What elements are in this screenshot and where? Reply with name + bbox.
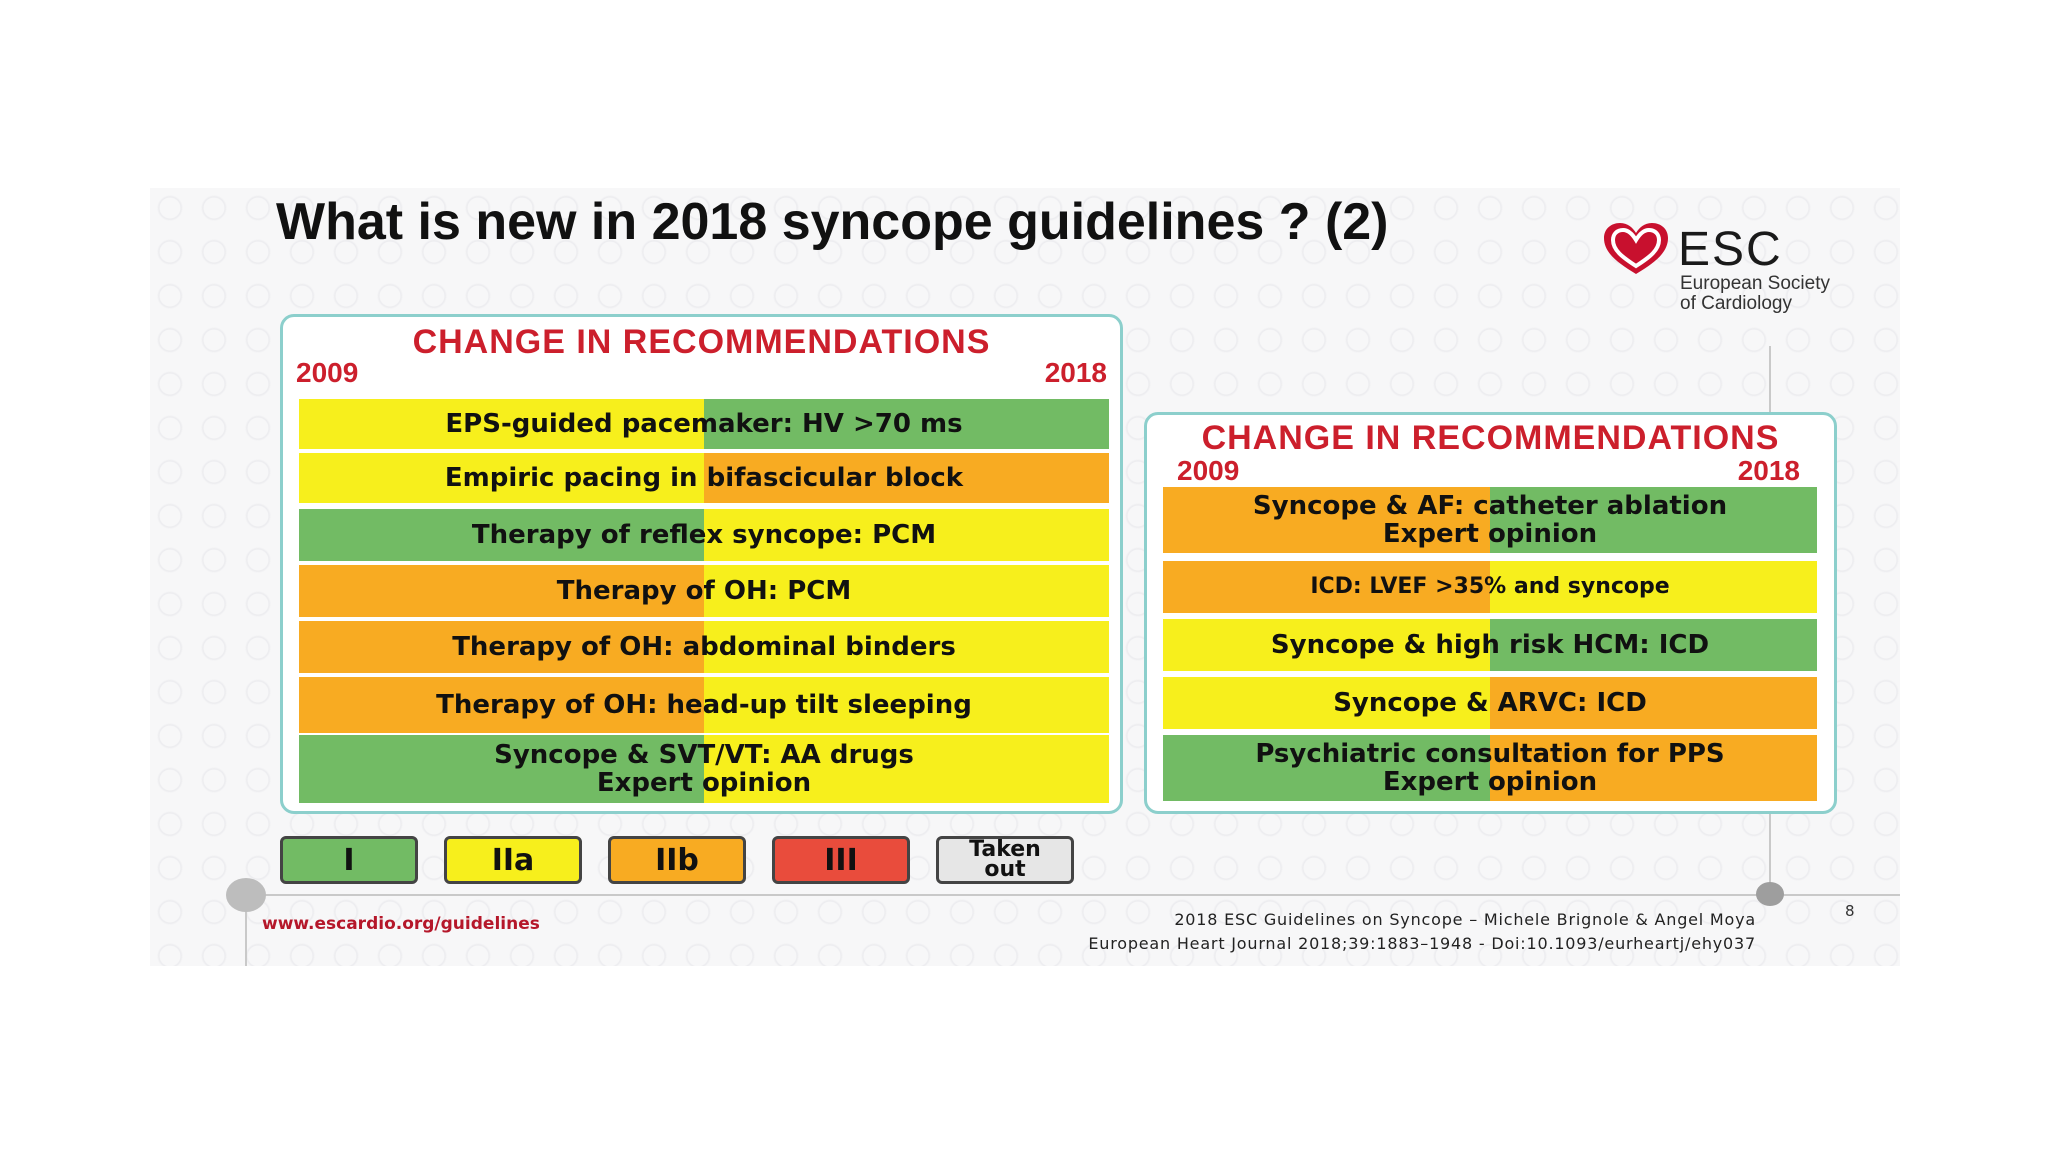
row-text-line1: Syncope & AF: catheter ablation — [1252, 491, 1728, 521]
left-panel-row — [299, 509, 1109, 561]
row-text — [494, 741, 914, 797]
row-text-line1: Therapy of reflex syncope: PCM — [471, 520, 937, 550]
row-text — [445, 410, 962, 438]
row-text-line1: EPS-guided pacemaker: HV >70 ms — [445, 409, 963, 439]
left-year-to: 2018 — [1044, 357, 1107, 388]
timeline-dot-right — [1756, 882, 1784, 906]
page-number: 8 — [1845, 902, 1855, 920]
esc-subtitle-line1: European Society — [1680, 273, 1830, 294]
left-panel — [280, 314, 1123, 814]
right-panel-row — [1163, 735, 1817, 801]
row-text-line1: Syncope & high risk HCM: ICD — [1270, 630, 1710, 660]
right-year-to: 2018 — [1737, 455, 1800, 486]
right-panel-row — [1163, 561, 1817, 613]
row-text-line1: Therapy of OH: abdominal binders — [452, 632, 956, 662]
right-panel-row — [1163, 487, 1817, 553]
left-panel-row — [299, 677, 1109, 733]
esc-logo-text: ESC — [1678, 223, 1783, 276]
esc-logo-subtitle — [1680, 274, 1880, 314]
row-text-line2: Expert opinion — [596, 768, 812, 798]
esc-logo — [1602, 222, 1872, 322]
row-text-line1: Syncope & ARVC: ICD — [1333, 688, 1647, 718]
row-text — [472, 521, 936, 549]
right-panel-row — [1163, 619, 1817, 671]
row-text — [1253, 492, 1727, 548]
footer-url[interactable]: www.escardio.org/guidelines — [262, 914, 540, 934]
row-text-line1: ICD: LVEF >35% and syncope — [1310, 574, 1670, 599]
row-text-line1: Empiric pacing in bifascicular block — [444, 463, 964, 493]
footer-citation — [1088, 908, 1756, 956]
citation-line2: European Heart Journal 2018;39:1883–1948 - Doi:10.1093/eurheartj/ehy037 — [1088, 934, 1756, 953]
row-text — [445, 464, 963, 492]
esc-subtitle-line2: of Cardiology — [1680, 293, 1792, 314]
row-text-line1: Therapy of OH: PCM — [556, 576, 852, 606]
legend-label-line2: out — [984, 857, 1026, 882]
row-text-line1: Syncope & SVT/VT: AA drugs — [494, 740, 914, 770]
row-text — [1333, 689, 1647, 717]
slide-title: What is new in 2018 syncope guidelines ? (2) — [276, 193, 1389, 251]
row-text-line2: Expert opinion — [1382, 519, 1598, 549]
left-panel-title: CHANGE IN RECOMMENDATIONS — [412, 323, 991, 361]
row-text-line2: Expert opinion — [1382, 767, 1598, 797]
legend-label-line1: Taken — [969, 837, 1041, 862]
left-panel-row — [299, 453, 1109, 503]
right-panel — [1144, 412, 1837, 814]
right-year-from: 2009 — [1177, 455, 1240, 486]
left-year-from: 2009 — [296, 357, 359, 388]
legend-iib: IIb — [608, 836, 746, 884]
timeline-dot-left — [226, 878, 266, 912]
row-text — [452, 633, 956, 661]
legend-taken-out-label — [969, 837, 1041, 882]
legend-iia: IIa — [444, 836, 582, 884]
citation-line1: 2018 ESC Guidelines on Syncope – Michele Brignole & Angel Moya — [1174, 910, 1756, 929]
row-text — [1271, 631, 1709, 659]
row-text-line1: Psychiatric consultation for PPS — [1255, 739, 1725, 769]
row-text — [436, 691, 972, 719]
row-text-line1: Therapy of OH: head-up tilt sleeping — [436, 690, 972, 720]
timeline-horizontal — [242, 894, 1900, 896]
right-panel-title: CHANGE IN RECOMMENDATIONS — [1201, 419, 1780, 457]
legend-taken-out — [936, 836, 1074, 884]
left-panel-row — [299, 399, 1109, 449]
row-text — [1310, 573, 1669, 601]
right-panel-row — [1163, 677, 1817, 729]
left-panel-row — [299, 735, 1109, 803]
row-text — [1255, 740, 1724, 796]
left-panel-row — [299, 621, 1109, 673]
legend-i: I — [280, 836, 418, 884]
left-panel-row — [299, 565, 1109, 617]
esc-heart-icon — [1602, 222, 1670, 278]
legend-iii: III — [772, 836, 910, 884]
row-text — [557, 577, 851, 605]
